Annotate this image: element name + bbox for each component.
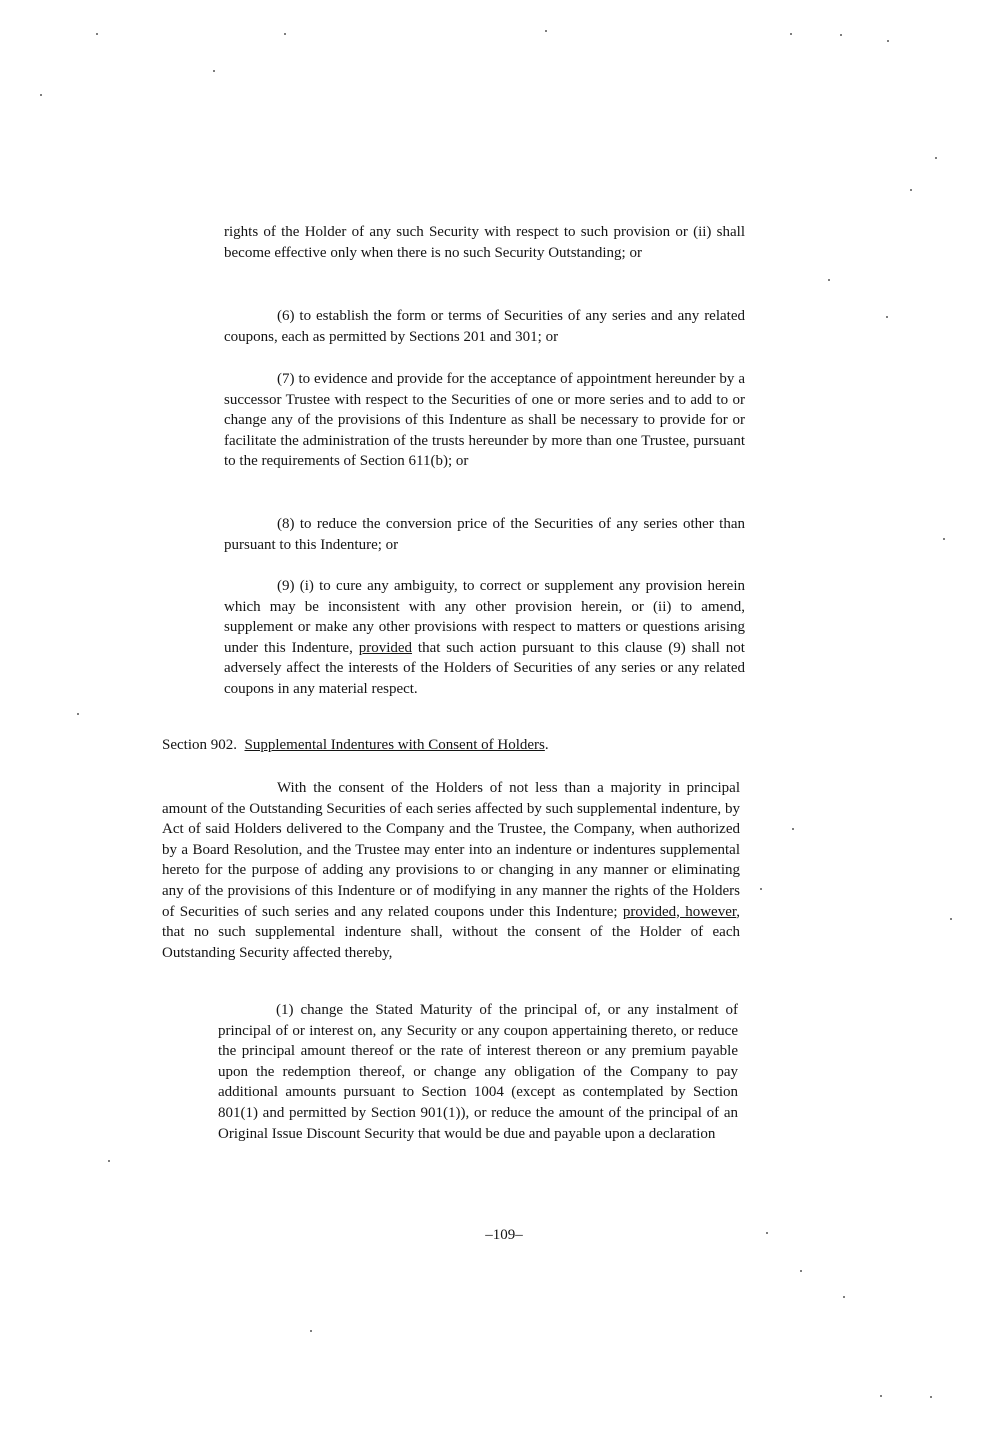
section-number: Section 902. xyxy=(162,737,237,753)
section-title: Supplemental Indentures with Consent of Holders xyxy=(244,737,545,753)
clause-1-text: (1) change the Stated Maturity of the principal of, or any instalment of principal of or interest on, any Security or any coupon appertaining thereto, or reduce the principal amount thereof or the rate of interest thereon or any premium payable upon the redemption thereof, or change any obligation of the Company to pay additional amounts pursuant to Section 1004 (except as contemplated by Section 801(1) and permitted by Section 901(1)), or reduce the amount of the principal of an Original Issue Discount Security that would be due and payable upon a declaration xyxy=(218,1002,738,1142)
scan-speck xyxy=(800,1270,802,1272)
paragraph-clause-7 xyxy=(224,369,745,472)
scan-speck xyxy=(310,1330,312,1332)
scan-speck xyxy=(935,157,937,159)
scan-speck xyxy=(108,1160,110,1162)
scan-speck xyxy=(77,713,79,715)
scan-speck xyxy=(40,94,42,96)
clause-7-text: (7) to evidence and provide for the acceptance of appointment hereunder by a successor Trustee with respect to the Securities of one or more series and to add to or change any of the provisions of this Indenture as shall be necessary to provide for or facilitate the administration of the trusts hereunder by more than one Trustee, pursuant to the requirements of Section 611(b); or xyxy=(224,371,745,470)
clause-6-text: (6) to establish the form or terms of Securities of any series and any related coupons, each as permitted by Sections 201 and 301; or xyxy=(224,308,745,345)
scan-speck xyxy=(828,279,830,281)
scan-speck xyxy=(545,30,547,32)
paragraph-section-902 xyxy=(162,778,740,963)
paragraph-clause-6 xyxy=(224,306,745,347)
scan-speck xyxy=(943,538,945,540)
scan-speck xyxy=(930,1396,932,1398)
scan-speck xyxy=(766,1232,768,1234)
paragraph-continuation-text: rights of the Holder of any such Security with respect to such provision or (ii) shall become effective only when there is no such Security Outstanding; or xyxy=(224,224,745,261)
scan-speck xyxy=(950,918,952,920)
scan-speck xyxy=(840,34,842,36)
section-title-period: . xyxy=(544,737,549,753)
scan-speck xyxy=(886,316,888,318)
scan-speck xyxy=(760,888,762,890)
scan-speck xyxy=(790,33,792,35)
clause-9-text-b: that such action pursuant to this clause (9) shall not adversely affect the interests of the Holders of Securities of any series or any related coupons in any material respect. xyxy=(224,639,745,697)
paragraph-clause-9 xyxy=(224,576,745,700)
section-902-text-b: , that no such supplemental indenture shall, without the consent of the Holder of each Outstanding Security affected thereby, xyxy=(162,903,740,961)
scan-speck xyxy=(284,33,286,35)
paragraph-clause-8 xyxy=(224,514,745,555)
clause-8-text: (8) to reduce the conversion price of the Securities of any series other than pursuant to this Indenture; or xyxy=(224,516,745,553)
scan-speck xyxy=(843,1296,845,1298)
scan-speck xyxy=(880,1395,882,1397)
section-902-text-a: With the consent of the Holders of not less than a majority in principal amount of the Outstanding Securities of each series affected by such supplemental indenture, by Act of said Holders delivered to the Company and the Trustee, the Company, when authorized by a Board Resolution, and the Trustee may enter into an indenture or indentures supplemental hereto for the purpose of adding any provisions to or changing in any manner or eliminating any of the provisions of this Indenture or of modifying in any manner the rights of the Holders of Securities of such series and any related coupons under this Indenture; xyxy=(162,780,740,920)
clause-9-text-a: (9) (i) to cure any ambiguity, to correct or supplement any provision herein which may be inconsistent with any other provision herein, or (ii) to amend, supplement or make any other provisions with respect to matters or questions arising under this Indenture, xyxy=(224,578,745,656)
clause-9-provided: provided xyxy=(358,639,413,656)
scan-speck xyxy=(213,70,215,72)
scan-speck xyxy=(96,33,98,35)
scan-speck xyxy=(792,828,794,830)
section-902-heading xyxy=(162,735,762,756)
paragraph-continuation xyxy=(224,222,745,263)
section-902-provided-however: provided, however xyxy=(622,903,737,920)
page-number: –109– xyxy=(485,1227,523,1243)
paragraph-clause-1 xyxy=(218,1000,738,1144)
scan-speck xyxy=(887,40,889,42)
scan-speck xyxy=(910,189,912,191)
